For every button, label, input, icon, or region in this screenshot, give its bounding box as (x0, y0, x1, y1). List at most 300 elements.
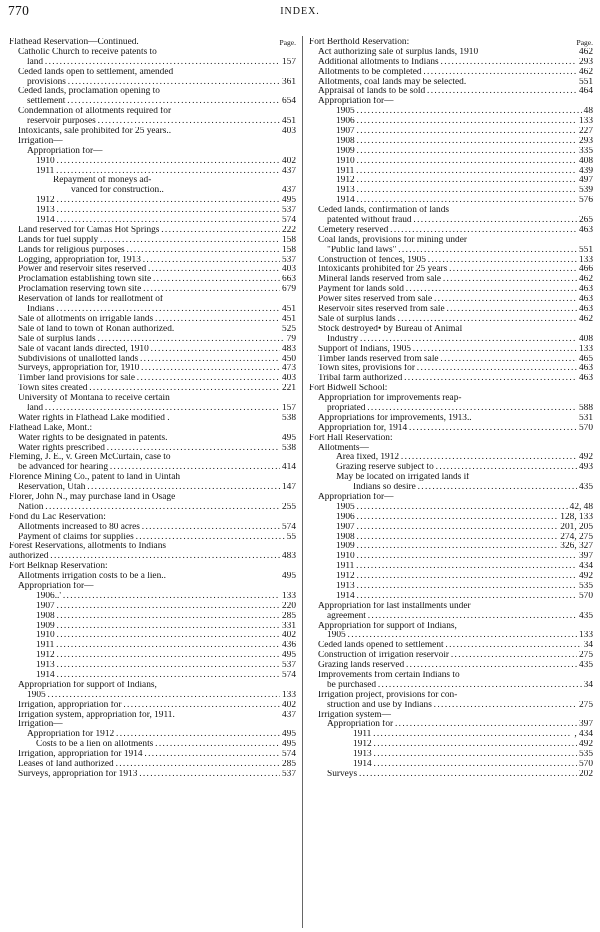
entry-page-ref: 326, 327 (560, 542, 593, 552)
index-entry (9, 38, 296, 48)
index-entry (9, 68, 296, 78)
index-entry (309, 325, 593, 335)
index-entry (309, 295, 593, 305)
entry-text: Reservation, Utah . . . (18, 483, 296, 493)
entry-text: agreement . . . (327, 612, 593, 622)
entry-text: 1912 . . . (36, 196, 296, 206)
entry-text: Condemnation of allotments required for (18, 107, 172, 117)
index-entry (309, 335, 593, 345)
page-column-label: Page. (576, 38, 593, 47)
entry-text: Appropriation for improvements reap- (318, 394, 462, 404)
entry-text: 1912 . . . (36, 651, 296, 661)
entry-page-ref: 285 (281, 760, 296, 770)
entry-text: Leases of land authorized . . . (18, 760, 296, 770)
index-entry (309, 414, 593, 424)
entry-page-ref: 437 (281, 710, 296, 720)
entry-text: 1914 . . . (336, 592, 593, 602)
index-entry (9, 325, 296, 335)
entry-page-ref: 483 (281, 552, 296, 562)
entry-page-ref: 495 (281, 433, 296, 443)
entry-text: Fort Hall Reservation: (309, 433, 393, 443)
entry-text: land . . . (27, 404, 296, 414)
entry-text: 1911 . . . (336, 562, 593, 572)
entry-page-ref: 463 (578, 225, 593, 235)
index-entry (9, 711, 296, 721)
entry-text: Catholic Church to receive patents to (18, 47, 157, 57)
index-entry (309, 523, 593, 533)
entry-text: Indians . . . (27, 305, 296, 315)
index-entry (309, 147, 593, 157)
index-entry (9, 315, 296, 325)
index-entry (9, 730, 296, 740)
entry-page-ref: 497 (578, 176, 593, 186)
entry-text: Florence Mining Co., patent to land in Uintah (9, 473, 181, 483)
entry-text: 1914 . . . (36, 671, 296, 681)
index-entry (9, 503, 296, 513)
entry-text: 1908 . . . (336, 137, 593, 147)
entry-text: reservoir purposes . . . (27, 117, 296, 127)
entry-text: Appropriation for— (318, 492, 394, 502)
entry-page-ref: 403 (281, 265, 296, 275)
entry-text: Grazing lands reserved . . . (318, 661, 593, 671)
entry-page-ref: 402 (281, 156, 296, 166)
entry-text: Allotments, coal lands may be selected. (318, 77, 467, 87)
entry-text: Surveys, appropriation for, 1910 . . . (18, 364, 296, 374)
index-entry (309, 434, 593, 444)
entry-text: Flathead Lake, Mont.: (9, 423, 93, 433)
entry-page-ref: 147 (281, 483, 296, 493)
entry-page-ref: 434 (578, 562, 593, 572)
entry-text: Irrigation, appropriation for . . . (18, 701, 296, 711)
index-entry (9, 493, 296, 503)
entry-page-ref: 158 (281, 245, 296, 255)
entry-text: Power and reservoir sites reserved . . . (18, 265, 296, 275)
index-entry (309, 176, 593, 186)
entry-text: Water rights in Flathead Lake modified . (18, 413, 170, 423)
index-entry (9, 127, 296, 137)
entry-text: Appropriation for— (318, 97, 394, 107)
entry-page-ref: 408 (578, 156, 593, 166)
index-entry (309, 760, 593, 770)
index-entry (9, 533, 296, 543)
entry-text: Fort Belknap Reservation: (9, 562, 108, 572)
index-entry (9, 275, 296, 285)
entry-text: Proclamation establishing town site . . . (18, 275, 296, 285)
index-entry (9, 582, 296, 592)
index-entry (9, 631, 296, 641)
entry-page-ref: 465 (578, 354, 593, 364)
entry-text: Irrigation— (18, 136, 63, 146)
index-entry (9, 137, 296, 147)
index-entry (9, 720, 296, 730)
index-entry (309, 285, 593, 295)
index-entry (9, 97, 296, 107)
entry-text: provisions . . . (27, 78, 296, 88)
entry-page-ref: 473 (281, 364, 296, 374)
entry-page-ref: 538 (281, 443, 296, 453)
entry-page-ref: 436 (281, 641, 296, 651)
entry-text: Fleming, J. E., v. Green McCurtain, case to (9, 453, 171, 463)
entry-page-ref: 551 (578, 77, 593, 87)
entry-text: Sale of allotments on irrigable lands . . . (18, 315, 296, 325)
entry-text: "Public land laws" . . . (327, 246, 593, 256)
entry-text: propriated . . . (327, 404, 593, 414)
entry-page-ref: 654 (281, 97, 296, 107)
index-entry (9, 78, 296, 88)
entry-page-ref: 463 (578, 374, 593, 384)
entry-text: Tribal farm authorized . . . (318, 374, 593, 384)
entry-page-ref: 414 (281, 463, 296, 473)
index-entry (309, 78, 593, 88)
index-entry (309, 681, 593, 691)
entry-page-ref: 537 (281, 769, 296, 779)
entry-page-ref: 493 (578, 463, 593, 473)
entry-text: 1910 . . . (336, 552, 593, 562)
entry-text: 1905 . . . (27, 691, 296, 701)
entry-text: 1911 . . . (36, 641, 296, 651)
entry-page-ref: 361 (281, 77, 296, 87)
entry-text: Fort Bidwell School: (309, 384, 388, 394)
index-entry (309, 730, 593, 740)
index-entry (309, 394, 593, 404)
entry-text: Irrigation system— (318, 710, 391, 720)
entry-text: Industry . . . (327, 335, 593, 345)
index-entry (309, 48, 593, 58)
entry-text: 1910 . . . (36, 631, 296, 641)
entry-text: Appropriation for support of Indians, (18, 680, 157, 690)
entry-text: Sale of surplus lands . . . (318, 315, 593, 325)
entry-text: Construction of fences, 1905 . . . (318, 256, 593, 266)
entry-text: Flathead Reservation—Continued. (9, 38, 139, 47)
entry-text: Payment of claims for supplies . . . (18, 533, 296, 543)
entry-page-ref: 495 (281, 572, 296, 582)
index-entry (309, 463, 593, 473)
entry-text: Ceded lands open to settlement, amended (18, 67, 174, 77)
index-entry (9, 612, 296, 622)
entry-text: Reservoir sites reserved from sale . . . (318, 305, 593, 315)
entry-page-ref: 397 (578, 720, 593, 730)
index-entry (9, 552, 296, 562)
entry-page-ref: 48 (583, 107, 593, 117)
index-entry (9, 602, 296, 612)
entry-text: 1914 . . . (353, 760, 593, 770)
index-entry (309, 661, 593, 671)
entry-page-ref: 492 (578, 740, 593, 750)
entry-text: 1913 . . . (336, 186, 593, 196)
entry-text: Appropriation for last installments under (318, 601, 471, 611)
index-entry (309, 641, 593, 651)
entry-text: settlement . . . (27, 97, 296, 107)
index-entry (9, 434, 296, 444)
entry-text: Mineral lands reserved from sale . . . (318, 275, 593, 285)
entry-text: Payment for lands sold . . . (318, 285, 593, 295)
entry-page-ref: 535 (578, 581, 593, 591)
index-entry (309, 315, 593, 325)
entry-text: 1912 . . . (336, 176, 593, 186)
entry-page-ref: 537 (281, 661, 296, 671)
entry-text: authorized . . . (9, 552, 296, 562)
entry-text: Irrigation, appropriation for 1914 . . . (18, 750, 296, 760)
index-entry (9, 463, 296, 473)
entry-page-ref: 535 (578, 750, 593, 760)
entry-text: Appropriations for improvements, 1913.. (318, 413, 472, 423)
entry-page-ref: 403 (281, 374, 296, 384)
entry-text: 1907 . . . (336, 523, 593, 533)
entry-page-ref: 34 (583, 680, 593, 690)
entry-text: patented without fraud . . . (327, 216, 593, 226)
entry-text: Ceded lands, proclamation opening to (18, 87, 160, 97)
entry-page-ref: 285 (281, 611, 296, 621)
index-entry (309, 770, 593, 780)
index-entry (9, 196, 296, 206)
entry-page-ref: 220 (281, 601, 296, 611)
index-entry (309, 384, 593, 394)
index-column-left (9, 38, 296, 780)
entry-page-ref: 221 (281, 384, 296, 394)
entry-text: Improvements from certain Indians to (318, 671, 460, 680)
index-entry (309, 552, 593, 562)
entry-text: 1906 . . . (336, 513, 593, 523)
index-entry (9, 206, 296, 216)
index-entry (9, 246, 296, 256)
index-entry (309, 167, 593, 177)
index-entry (309, 533, 593, 543)
index-entry (9, 305, 296, 315)
entry-text: 1911 . . . (336, 167, 593, 177)
entry-page-ref: 435 (578, 611, 593, 621)
entry-page-ref: 293 (578, 57, 593, 67)
entry-text: Appropriation for 1912 . . . (27, 730, 296, 740)
index-entry (309, 711, 593, 721)
entry-page-ref: 133 (578, 631, 593, 641)
page-column-label: Page. (279, 38, 296, 47)
index-entry (309, 137, 593, 147)
entry-page-ref: 450 (281, 354, 296, 364)
index-entry (309, 345, 593, 355)
entry-text: 1911 . . . (36, 167, 296, 177)
entry-page-ref: 397 (578, 552, 593, 562)
index-entry (309, 256, 593, 266)
entry-text: Logging, appropriation for, 1913 . . . (18, 256, 296, 266)
entry-text: Irrigation project, provisions for con- (318, 690, 458, 700)
index-entry (309, 58, 593, 68)
entry-page-ref: 402 (281, 700, 296, 710)
index-entry (9, 641, 296, 651)
entry-text: Additional allotments to Indians . . . (318, 58, 593, 68)
entry-text: Costs to be a lien on allotments . . . (36, 740, 296, 750)
entry-text: Sale of surplus lands . . . (18, 335, 296, 345)
entry-page-ref: 588 (578, 403, 593, 413)
index-entry (9, 226, 296, 236)
index-entry (309, 671, 593, 681)
index-entry (9, 355, 296, 365)
entry-page-ref: , 434 (574, 730, 593, 740)
index-entry (9, 186, 296, 196)
entry-page-ref: 403 (281, 127, 296, 137)
index-entry (309, 127, 593, 137)
entry-page-ref: 574 (281, 750, 296, 760)
index-entry (309, 720, 593, 730)
entry-text: Surveys . . . (327, 770, 593, 780)
index-entry (309, 275, 593, 285)
entry-text: Support of Indians, 1905 . . . (318, 345, 593, 355)
entry-page-ref: 133 (578, 344, 593, 354)
index-entry (9, 256, 296, 266)
entry-page-ref: 265 (578, 216, 593, 226)
entry-page-ref: 157 (281, 57, 296, 67)
index-entry (309, 305, 593, 315)
index-entry (9, 483, 296, 493)
index-entry (9, 147, 296, 157)
entry-page-ref: 331 (281, 621, 296, 631)
entry-text: Lands for fuel supply . . . (18, 236, 296, 246)
entry-text: Appropriation for . . . (327, 720, 593, 730)
entry-page-ref: 495 (281, 196, 296, 206)
entry-page-ref: 201, 205 (560, 522, 593, 532)
index-entry (309, 157, 593, 167)
index-entry (309, 651, 593, 661)
entry-text: Appropriation for— (18, 581, 94, 591)
entry-page-ref: 293 (578, 136, 593, 146)
entry-text: Fond du Lac Reservation: (9, 512, 106, 522)
entry-page-ref: 451 (281, 314, 296, 324)
entry-text: Irrigation system, appropriation for, 1911. (18, 710, 175, 720)
entry-text: Cemetery reserved . . . (318, 226, 593, 236)
entry-page-ref: 537 (281, 255, 296, 265)
entry-text: 1909 . . . (336, 147, 593, 157)
index-entry (9, 374, 296, 384)
column-divider (302, 36, 303, 928)
index-entry (309, 513, 593, 523)
entry-page-ref: 466 (578, 265, 593, 275)
entry-text: Power sites reserved from sale . . . (318, 295, 593, 305)
entry-page-ref: 402 (281, 631, 296, 641)
entry-text: May be located on irrigated lands if (336, 473, 470, 483)
entry-page-ref: 437 (281, 186, 296, 196)
entry-text: 1913 . . . (336, 582, 593, 592)
index-entry (9, 542, 296, 552)
entry-text: Appraisal of lands to be sold . . . (318, 87, 593, 97)
index-entry (9, 622, 296, 632)
index-entry (9, 107, 296, 117)
index-entry (9, 236, 296, 246)
index-entry (9, 285, 296, 295)
index-entry (309, 750, 593, 760)
entry-text: Proclamation reserving town site . . . (18, 285, 296, 295)
index-entry (309, 493, 593, 503)
entry-text: Construction of irrigation reservoir . . . (318, 651, 593, 661)
index-entry (9, 404, 296, 414)
index-entry (9, 157, 296, 167)
entry-text: Ceded lands opened to settlement . . . (318, 641, 593, 651)
entry-text: Water rights prescribed . . . (18, 444, 296, 454)
entry-text: Appropriation for, 1914 . . . (318, 424, 593, 434)
index-entry (9, 364, 296, 374)
entry-page-ref: 55 (286, 532, 296, 542)
index-entry (9, 48, 296, 58)
index-entry (9, 592, 296, 602)
entry-text: Lands for religious purposes . . . (18, 246, 296, 256)
entry-text: Florer, John N., may purchase land in Osage (9, 492, 176, 502)
entry-page-ref: 202 (578, 769, 593, 779)
entry-text: University of Montana to receive certain (18, 394, 170, 404)
index-entry (9, 750, 296, 760)
index-entry (9, 167, 296, 177)
entry-text: 1911 . . . (353, 730, 593, 740)
entry-text: Sale of land to town of Ronan authorized. (18, 324, 175, 334)
entry-page-ref: 157 (281, 403, 296, 413)
index-entry (9, 562, 296, 572)
index-entry (9, 345, 296, 355)
index-entry (309, 117, 593, 127)
index-entry (309, 562, 593, 572)
entry-text: Nation . . . (18, 503, 296, 513)
entry-text: Coal lands, provisions for mining under (318, 235, 467, 245)
index-entry (9, 176, 296, 186)
entry-text: 1913 . . . (36, 661, 296, 671)
index-entry (309, 602, 593, 612)
entry-page-ref: 275 (578, 700, 593, 710)
entry-text: Repayment of moneys ad- (53, 176, 152, 186)
entry-page-ref: 663 (281, 275, 296, 285)
entry-text: Ceded lands, confirmation of lands (318, 206, 450, 216)
entry-page-ref: 464 (578, 87, 593, 97)
index-entry (9, 681, 296, 691)
index-entry (9, 572, 296, 582)
index-entry (9, 770, 296, 780)
index-entry (309, 87, 593, 97)
entry-page-ref: 576 (578, 196, 593, 206)
entry-text: Appropriation for support of Indians, (318, 621, 457, 631)
entry-page-ref: 439 (578, 166, 593, 176)
entry-text: 1906 . . . (336, 117, 593, 127)
index-entry (309, 612, 593, 622)
entry-page-ref: 435 (578, 483, 593, 493)
index-entry (309, 107, 593, 117)
entry-text: 1909 . . . (336, 542, 593, 552)
entry-text: 1914 . . . (36, 216, 296, 226)
entry-page-ref: 538 (281, 413, 296, 423)
index-entry (309, 542, 593, 552)
entry-page-ref: 462 (578, 47, 593, 57)
index-entry (9, 414, 296, 424)
entry-text: 1912 . . . (353, 740, 593, 750)
index-entry (9, 216, 296, 226)
entry-text: Appropriation for— (27, 146, 103, 156)
entry-page-ref: 222 (281, 225, 296, 235)
index-entry (9, 473, 296, 483)
index-entry (309, 38, 593, 48)
index-entry (309, 483, 593, 493)
entry-page-ref: 483 (281, 344, 296, 354)
entry-text: 1906..' . . . (36, 592, 296, 602)
entry-page-ref: 275 (578, 651, 593, 661)
entry-text: Forest Reservations, allotments to Indians (9, 542, 167, 552)
index-entry (9, 691, 296, 701)
entry-page-ref: 492 (578, 453, 593, 463)
entry-text: Indians so desire . . . (353, 483, 593, 493)
entry-text: Area fixed, 1912 . . . (336, 453, 593, 463)
index-entry (309, 265, 593, 275)
entry-page-ref: 227 (578, 127, 593, 137)
index-entry (309, 424, 593, 434)
index-entry (309, 444, 593, 454)
entry-page-ref: 79 (286, 334, 296, 344)
index-entry (9, 295, 296, 305)
index-entry (309, 68, 593, 78)
index-column-right (309, 38, 593, 780)
page-number: 770 (8, 3, 30, 18)
